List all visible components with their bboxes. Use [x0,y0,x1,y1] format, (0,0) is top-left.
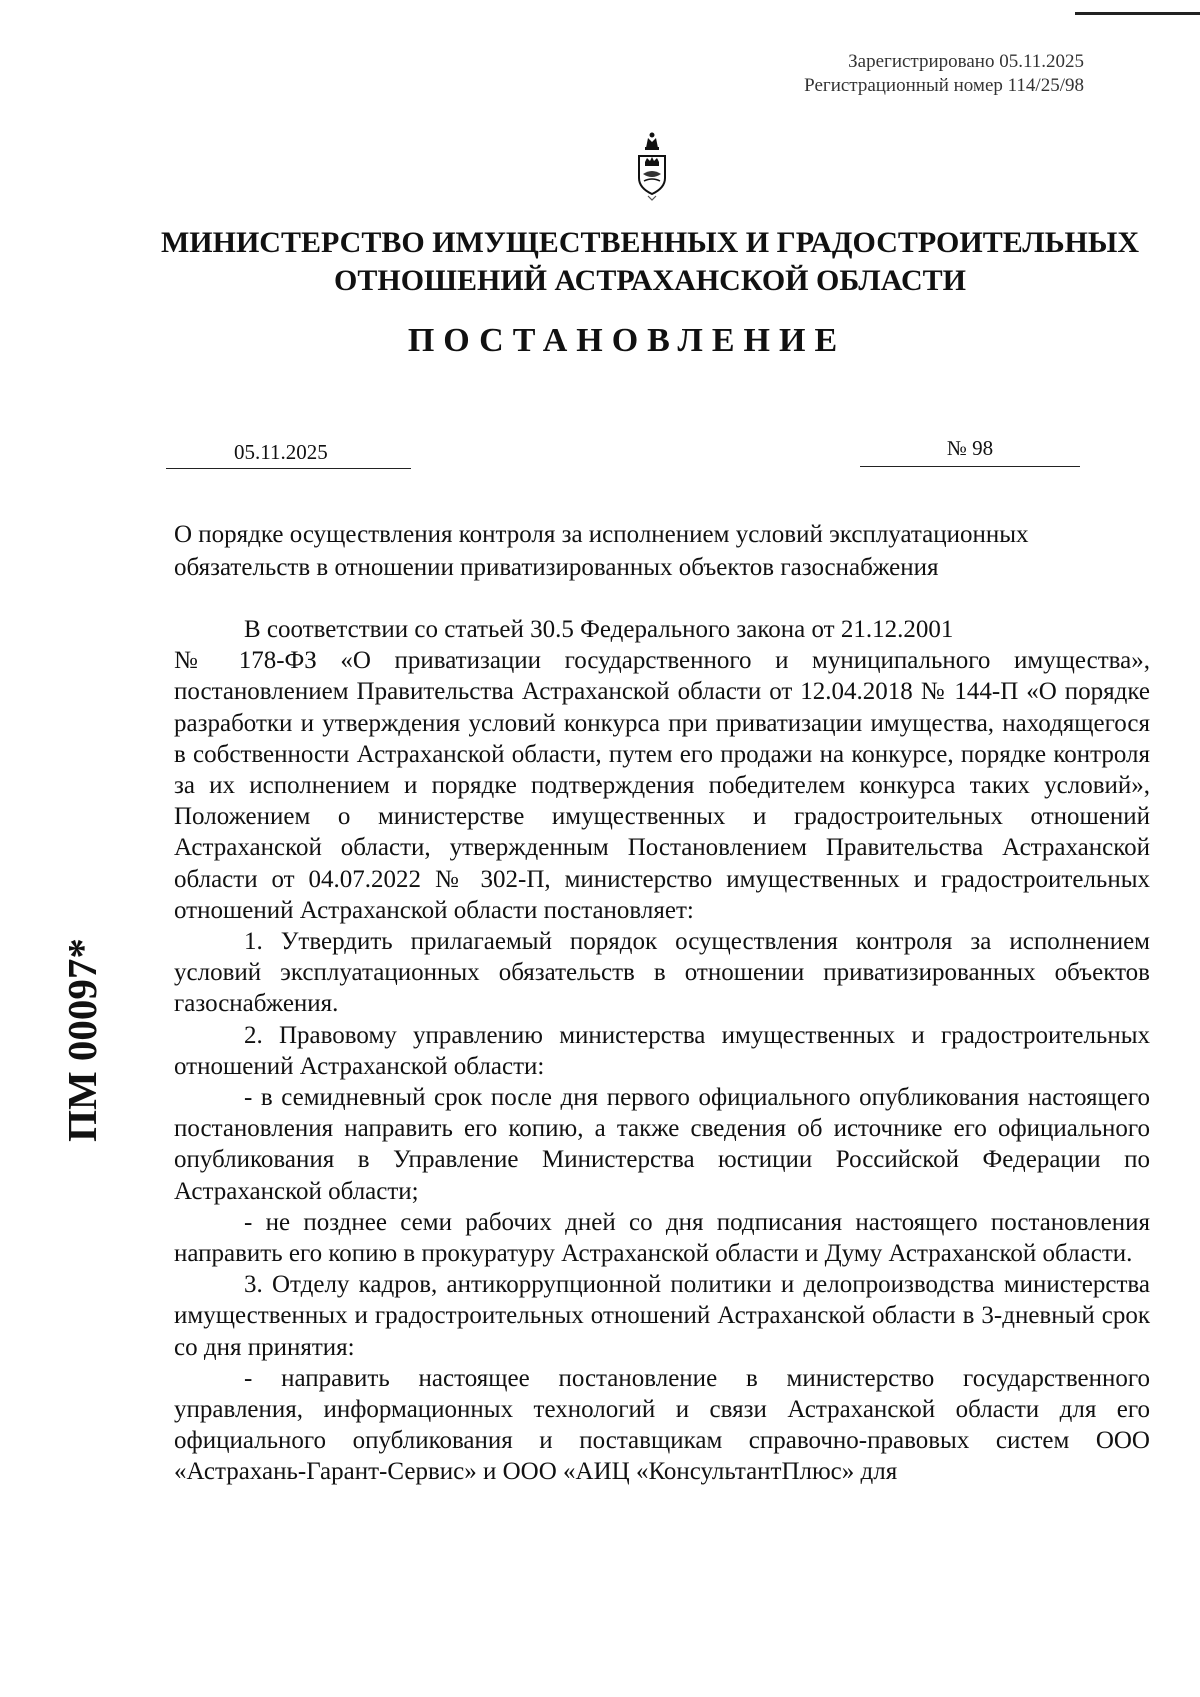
ministry-name-line2: ОТНОШЕНИЙ АСТРАХАНСКОЙ ОБЛАСТИ [334,264,966,297]
date-field [166,440,411,469]
paragraph-item-2: 2. Правовому управлению министерства имущественных и градостроительных отношений Астраханской области: [174,1021,1150,1080]
paragraph-item-2-sub-1: - в семидневный срок после дня первого официального опубликования настоящего постановления направить его копию, а также сведения об источнике его официального опубликования в Управление Министерства юстиции Российской Федерации по Астраханской области; [174,1084,1150,1205]
document-subject: О порядке осуществления контроля за исполнением условий эксплуатационных обязательств в отношении приватизированных объектов газоснабжения [174,521,1029,581]
registration-stamp [804,50,1084,98]
paragraph-item-3-sub-1: - направить настоящее постановление в министерство государственного управления, информационных технологий и связи Астраханской области для его официального опубликования и поставщикам справочно-правовых систем ООО «Астрахань-Гарант-Сервис» и ООО «АИЦ «КонсультантПлюс» для [174,1364,1150,1486]
side-stamp: ПМ 00097* [59,938,105,1142]
corner-rule [1075,12,1200,15]
document-body [174,614,1150,1488]
document-number: № 98 [860,436,1080,467]
paragraph-item-3: 3. Отделу кадров, антикоррупционной политики и делопроизводства министерства имущественных и градостроительных отношений Астраханской области в 3-дневный срок со дня принятия: [174,1271,1150,1361]
ministry-name-line1: МИНИСТЕРСТВО ИМУЩЕСТВЕННЫХ И ГРАДОСТРОИТЕЛЬНЫХ [160,226,1139,259]
document-type: ПОСТАНОВЛЕНИЕ [407,322,847,359]
paragraph-preamble: № 178-ФЗ «О приватизации государственного и муниципального имущества», постановлением Правительства Астраханской области от 12.04.2018 № 144-П «О порядке разработки и утверждения условий конкурса при приватизации имущества, находящегося в собственности Астраханской области, путем его продажи на конкурсе, порядке контроля за их исполнением и порядке подтверждения победителем конкурса таких условий», Положением о министерстве имущественных и градостроительных отношений Астраханской области, утвержденным Постановлением Правительства Астраханской области от 04.07.2022 № 302-П, министерство имущественных и градостроительных отношений Астраханской области постановляет: [174,647,1150,924]
registration-number: Регистрационный номер 114/25/98 [804,75,1084,96]
coat-of-arms-icon [633,126,671,204]
ministry-name [0,224,1200,300]
paragraph-item-1: 1. Утвердить прилагаемый порядок осуществления контроля за исполнением условий эксплуатационных обязательств в отношении приватизированных объектов газоснабжения. [174,928,1150,1018]
registration-date: Зарегистрировано 05.11.2025 [848,51,1084,72]
document-date: 05.11.2025 [234,440,328,464]
paragraph-item-2-sub-2: - не позднее семи рабочих дней со дня подписания настоящего постановления направить его копию в прокуратуру Астраханской области и Думу Астраханской области. [174,1208,1150,1268]
paragraph-preamble-start: В соответствии со статьей 30.5 Федерального закона от 21.12.2001 [244,616,954,643]
